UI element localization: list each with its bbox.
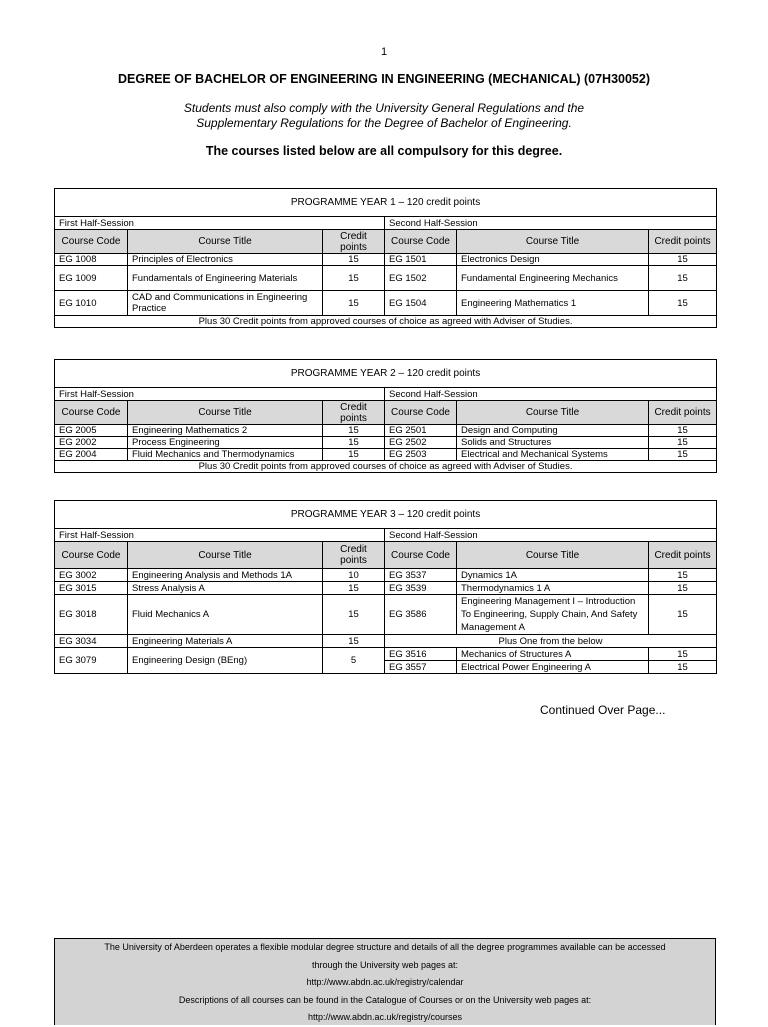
course-code: EG 3079 xyxy=(55,648,128,674)
course-title: Process Engineering xyxy=(128,437,323,449)
second-half-session-label: Second Half-Session xyxy=(385,217,717,230)
second-half-session-label: Second Half-Session xyxy=(385,388,717,401)
year-1-elective-note: Plus 30 Credit points from approved courses of choice as agreed with Adviser of Studies. xyxy=(55,316,717,328)
col-course-code: Course Code xyxy=(385,542,457,569)
course-code: EG 1504 xyxy=(385,291,457,316)
course-code: EG 2503 xyxy=(385,449,457,461)
credit-points: 15 xyxy=(323,449,385,461)
credit-points: 15 xyxy=(649,266,717,291)
year-2-elective-note: Plus 30 Credit points from approved courses of choice as agreed with Adviser of Studies. xyxy=(55,461,717,473)
course-code: EG 3557 xyxy=(385,661,457,674)
course-title: Engineering Mathematics 2 xyxy=(128,425,323,437)
credit-points: 15 xyxy=(649,648,717,661)
col-credit-points: Credit points xyxy=(649,401,717,425)
course-code: EG 2004 xyxy=(55,449,128,461)
courses-link[interactable]: http://www.abdn.ac.uk/registry/courses xyxy=(307,1012,463,1022)
credit-points: 15 xyxy=(649,569,717,582)
col-credit-points: Credit points xyxy=(323,230,385,254)
programme-year-1-table xyxy=(54,188,717,328)
table-row xyxy=(55,569,717,582)
col-course-title: Course Title xyxy=(457,230,649,254)
credit-points: 15 xyxy=(323,437,385,449)
col-credit-points: Credit points xyxy=(649,230,717,254)
programme-year-3-table xyxy=(54,500,717,674)
col-course-title: Course Title xyxy=(128,401,323,425)
credit-points: 10 xyxy=(323,569,385,582)
first-half-session-label: First Half-Session xyxy=(55,529,385,542)
course-title: Engineering Analysis and Methods 1A xyxy=(128,569,323,582)
course-title: Stress Analysis A xyxy=(128,582,323,595)
col-course-code: Course Code xyxy=(385,401,457,425)
course-title: Engineering Materials A xyxy=(128,635,323,648)
credit-points: 15 xyxy=(649,437,717,449)
credit-points: 15 xyxy=(649,425,717,437)
credit-points: 15 xyxy=(649,449,717,461)
regulations-note: Students must also comply with the University General Regulations and the Supplementary Regulations for the Degree of Bachelor of Engineering. xyxy=(183,101,585,130)
programme-year-2-table xyxy=(54,359,717,473)
course-code: EG 3018 xyxy=(55,595,128,635)
col-credit-points: Credit points xyxy=(323,401,385,425)
credit-points: 15 xyxy=(323,595,385,635)
first-half-session-label: First Half-Session xyxy=(55,388,385,401)
calendar-link[interactable]: http://www.abdn.ac.uk/registry/calendar xyxy=(306,977,464,987)
col-credit-points: Credit points xyxy=(323,542,385,569)
course-title: Thermodynamics 1 A xyxy=(457,582,649,595)
course-code: EG 1501 xyxy=(385,254,457,266)
col-credit-points: Credit points xyxy=(649,542,717,569)
course-title: Dynamics 1A xyxy=(457,569,649,582)
course-code: EG 1009 xyxy=(55,266,128,291)
table-row xyxy=(55,266,717,291)
credit-points: 5 xyxy=(323,648,385,674)
col-course-code: Course Code xyxy=(55,401,128,425)
col-course-code: Course Code xyxy=(55,230,128,254)
credit-points: 15 xyxy=(649,661,717,674)
table-row xyxy=(55,254,717,266)
course-title: Principles of Electronics xyxy=(128,254,323,266)
table-row xyxy=(55,582,717,595)
table-row xyxy=(55,291,717,316)
year-2-heading: PROGRAMME YEAR 2 – 120 credit points xyxy=(55,360,717,388)
course-code: EG 3537 xyxy=(385,569,457,582)
credit-points: 15 xyxy=(649,291,717,316)
year-3-heading: PROGRAMME YEAR 3 – 120 credit points xyxy=(55,501,717,529)
course-title: Design and Computing xyxy=(457,425,649,437)
credit-points: 15 xyxy=(323,254,385,266)
course-title: Fundamentals of Engineering Materials xyxy=(128,266,323,291)
col-course-code: Course Code xyxy=(55,542,128,569)
course-code: EG 1008 xyxy=(55,254,128,266)
info-line: The University of Aberdeen operates a flexible modular degree structure and details of all the degree programmes available can be accessed xyxy=(104,942,666,952)
course-title: Engineering Management I – Introduction To Engineering, Supply Chain, And Safety Management A xyxy=(457,595,649,635)
info-line: through the University web pages at: xyxy=(311,959,459,970)
table-row xyxy=(55,425,717,437)
credit-points: 15 xyxy=(323,425,385,437)
credit-points: 15 xyxy=(323,582,385,595)
course-code: EG 2002 xyxy=(55,437,128,449)
course-title: CAD and Communications in Engineering Practice xyxy=(128,291,323,316)
table-row xyxy=(55,635,717,648)
course-code: EG 3586 xyxy=(385,595,457,635)
table-row xyxy=(55,595,717,635)
course-code: EG 1010 xyxy=(55,291,128,316)
course-code: EG 3015 xyxy=(55,582,128,595)
page-number: 1 xyxy=(380,46,388,58)
table-row xyxy=(55,437,717,449)
course-code: EG 3034 xyxy=(55,635,128,648)
second-half-session-label: Second Half-Session xyxy=(385,529,717,542)
course-title: Fluid Mechanics A xyxy=(128,595,323,635)
course-code: EG 2502 xyxy=(385,437,457,449)
col-course-code: Course Code xyxy=(385,230,457,254)
course-title: Fluid Mechanics and Thermodynamics xyxy=(128,449,323,461)
course-title: Electrical and Mechanical Systems xyxy=(457,449,649,461)
course-title: Electrical Power Engineering A xyxy=(457,661,649,674)
course-code: EG 3539 xyxy=(385,582,457,595)
credit-points: 15 xyxy=(323,291,385,316)
course-code: EG 1502 xyxy=(385,266,457,291)
table-row xyxy=(55,648,717,661)
continued-note: Continued Over Page... xyxy=(540,703,666,717)
col-course-title: Course Title xyxy=(128,230,323,254)
plus-one-note: Plus One from the below xyxy=(385,635,717,648)
course-title: Mechanics of Structures A xyxy=(457,648,649,661)
course-code: EG 3516 xyxy=(385,648,457,661)
col-course-title: Course Title xyxy=(128,542,323,569)
first-half-session-label: First Half-Session xyxy=(55,217,385,230)
credit-points: 15 xyxy=(649,582,717,595)
course-title: Engineering Mathematics 1 xyxy=(457,291,649,316)
course-title: Solids and Structures xyxy=(457,437,649,449)
course-code: EG 2005 xyxy=(55,425,128,437)
course-code: EG 3002 xyxy=(55,569,128,582)
col-course-title: Course Title xyxy=(457,401,649,425)
course-code: EG 2501 xyxy=(385,425,457,437)
course-title: Fundamental Engineering Mechanics xyxy=(457,266,649,291)
compulsory-note: The courses listed below are all compulsory for this degree. xyxy=(205,144,563,158)
credit-points: 15 xyxy=(323,635,385,648)
year-1-heading: PROGRAMME YEAR 1 – 120 credit points xyxy=(55,189,717,217)
credit-points: 15 xyxy=(323,266,385,291)
course-title: Electronics Design xyxy=(457,254,649,266)
course-title: Engineering Design (BEng) xyxy=(128,648,323,674)
university-info-box xyxy=(54,938,716,1025)
col-course-title: Course Title xyxy=(457,542,649,569)
info-line: Descriptions of all courses can be found in the Catalogue of Courses or on the University web pages at: xyxy=(178,994,592,1005)
table-row xyxy=(55,449,717,461)
credit-points: 15 xyxy=(649,254,717,266)
page-title: DEGREE OF BACHELOR OF ENGINEERING IN ENGINEERING (MECHANICAL) (07H30052) xyxy=(117,72,650,86)
credit-points: 15 xyxy=(649,595,717,635)
